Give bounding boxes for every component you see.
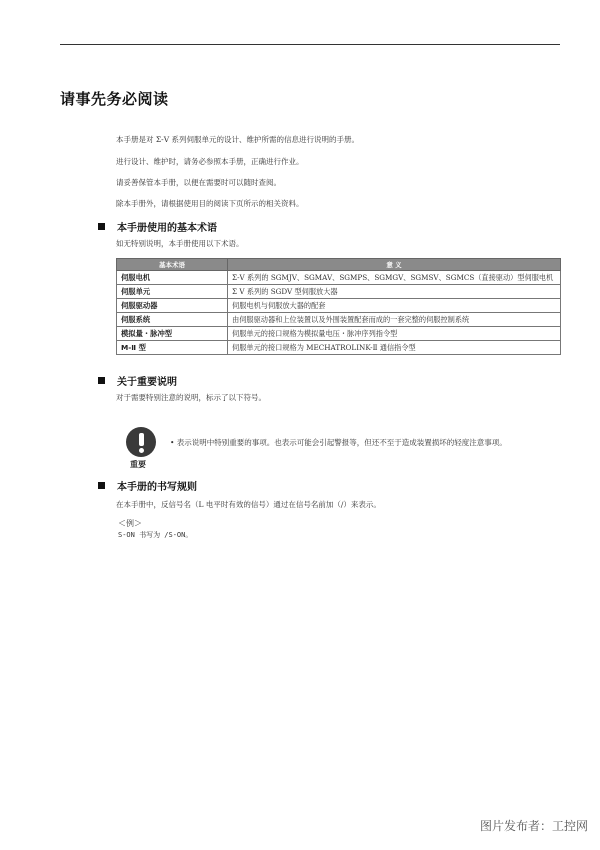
intro-line-4: 除本手册外，请根据使用目的阅读下页所示的相关资料。 [116, 199, 304, 208]
terms-table [116, 258, 561, 355]
meaning-cell: Σ-V 系列的 SGMJV、SGMAV、SGMPS、SGMGV、SGMSV、SGMCS（直接驱动）型伺服电机 [228, 271, 561, 285]
terms-subtitle: 如无特别说明，本手册使用以下术语。 [116, 239, 244, 248]
example-text: S-ON 书写为 /S-ON。 [118, 531, 193, 539]
col-header-term: 基本术语 [117, 259, 228, 271]
important-heading [98, 373, 177, 388]
meaning-cell: 由伺服驱动器和上位装置以及外围装置配套而成的一套完整的伺服控制系统 [228, 313, 561, 327]
important-label: 重要 [130, 460, 146, 469]
meaning-cell: 伺服单元的接口规格为模拟量电压・脉冲序列指令型 [228, 327, 561, 341]
table-row [117, 327, 561, 341]
intro-line-2: 进行设计、维护时，请务必参照本手册，正确进行作业。 [116, 157, 304, 166]
terms-heading-text: 本手册使用的基本术语 [117, 223, 217, 234]
page-title: 请事先务必阅读 [60, 90, 169, 108]
term-cell: M-Ⅱ 型 [117, 341, 228, 355]
table-row [117, 313, 561, 327]
meaning-cell: Σ V 系列的 SGDV 型伺服放大器 [228, 285, 561, 299]
important-heading-text: 关于重要说明 [117, 377, 177, 388]
table-row [117, 341, 561, 355]
table-row [117, 285, 561, 299]
important-description: • 表示说明中特别重要的事项。也表示可能会引起警报等，但还不至于造成装置损坏的轻度注意事项。 [170, 438, 507, 447]
bullet-square-icon [98, 482, 105, 489]
term-cell: 伺服电机 [117, 271, 228, 285]
important-exclamation-icon [126, 427, 156, 457]
table-row [117, 271, 561, 285]
meaning-cell: 伺服单元的接口规格为 MECHATROLINK-Ⅱ 通信指令型 [228, 341, 561, 355]
header-rule [60, 44, 560, 45]
intro-line-1: 本手册是对 Σ-V 系列伺服单元的设计、维护所需的信息进行说明的手册。 [116, 135, 360, 144]
term-cell: 伺服单元 [117, 285, 228, 299]
col-header-meaning: 意 义 [228, 259, 561, 271]
term-cell: 伺服驱动器 [117, 299, 228, 313]
table-row [117, 299, 561, 313]
intro-line-3: 请妥善保管本手册，以便在需要时可以随时查阅。 [116, 178, 281, 187]
meaning-cell: 伺服电机与伺服放大器的配套 [228, 299, 561, 313]
term-cell: 模拟量・脉冲型 [117, 327, 228, 341]
writing-heading-text: 本手册的书写规则 [117, 482, 197, 493]
writing-subtitle: 在本手册中，反信号名（L 电平时有效的信号）通过在信号名前加（/）来表示。 [116, 500, 381, 509]
important-subtitle: 对于需要特别注意的说明，标示了以下符号。 [116, 393, 266, 402]
terms-heading [98, 219, 217, 234]
example-label: ＜例＞ [118, 519, 142, 528]
term-cell: 伺服系统 [117, 313, 228, 327]
terms-table-header [117, 259, 561, 271]
bullet-square-icon [98, 223, 105, 230]
bullet-square-icon [98, 377, 105, 384]
writing-heading [98, 478, 197, 493]
watermark: 图片发布者：工控网 [479, 819, 588, 833]
